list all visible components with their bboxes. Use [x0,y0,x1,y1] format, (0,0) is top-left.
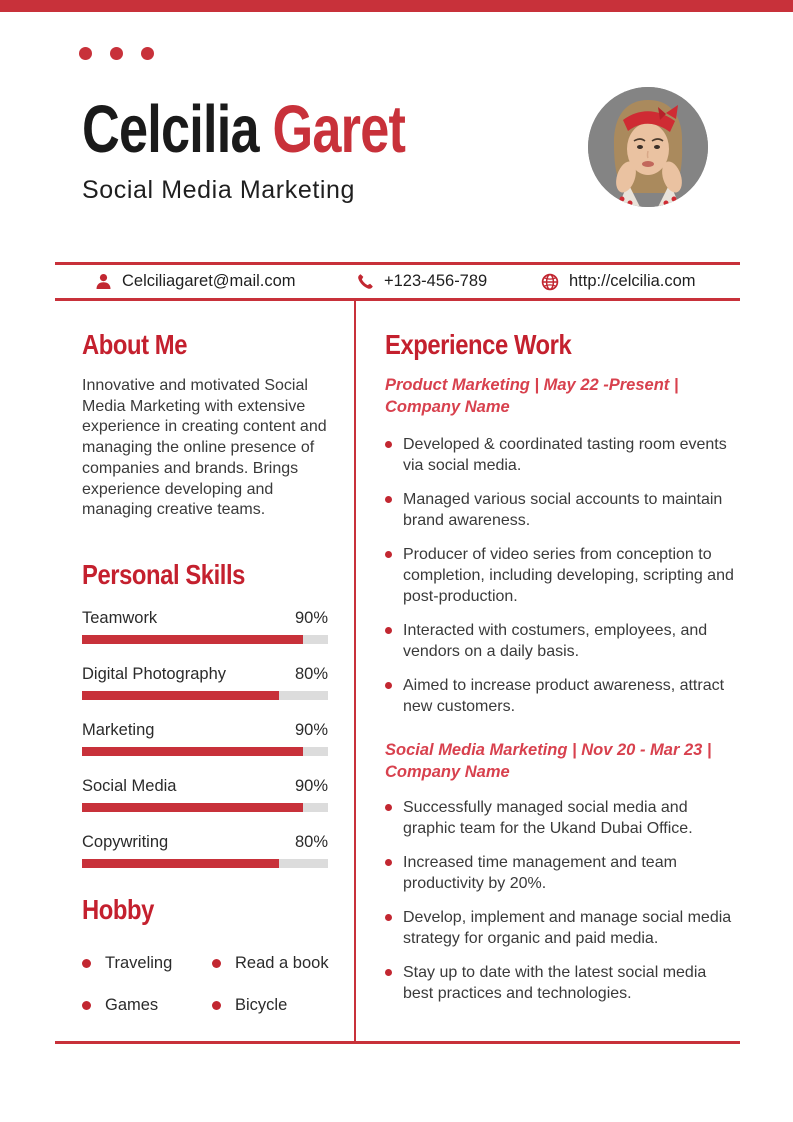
hobby-heading: Hobby [82,894,154,925]
skill-label: Copywriting [82,833,169,851]
job-bullet: Managed various social accounts to maintain brand awareness. [385,489,738,531]
skill-bar-fill [82,803,303,812]
hobby-label: Bicycle [235,996,288,1014]
skill-bar-track [82,803,328,812]
globe-icon [541,273,559,291]
dot-icon [110,47,123,60]
contact-website [541,265,696,298]
hobby-item [82,953,212,973]
experience-heading: Experience Work [385,329,572,360]
skill-percent: 90% [294,721,328,739]
avatar-illustration [588,87,708,207]
bottom-rule [55,1041,740,1044]
about-section [82,328,334,521]
about-heading: About Me [82,329,188,360]
hobby-item [82,995,212,1015]
decorative-dots [79,47,154,60]
skill-item [82,608,328,644]
job-bullets [385,434,738,717]
skill-percent: 80% [294,665,328,683]
last-name: Garet [272,92,406,167]
hobby-item [212,953,362,973]
dot-icon [79,47,92,60]
skill-bar-fill [82,747,303,756]
profile-photo [588,87,708,207]
skills-heading: Personal Skills [82,559,245,590]
phone-icon [357,273,374,290]
skill-label: Social Media [82,777,177,795]
contact-phone [357,265,487,298]
skill-label: Marketing [82,721,155,739]
bullet-dot-icon [82,1001,91,1010]
job-bullet: Aimed to increase product awareness, attract new customers. [385,675,738,717]
experience-section [385,328,745,1017]
job-bullet: Developed & coordinated tasting room events via social media. [385,434,738,476]
phone-value[interactable]: +123-456-789 [384,272,488,290]
job-bullet: Interacted with costumers, employees, and vendors on a daily basis. [385,620,738,662]
job-title: Social Media Marketing | Nov 20 - Mar 23 | Company Name [385,741,712,781]
skill-item [82,720,328,756]
skill-percent: 90% [294,609,328,627]
bullet-dot-icon [82,959,91,968]
skill-item [82,776,328,812]
skill-bar-track [82,635,328,644]
bullet-dot-icon [212,1001,221,1010]
hobby-item [212,995,362,1015]
hobby-list [82,953,362,1015]
person-icon [95,273,112,290]
skill-label: Teamwork [82,609,158,627]
job-subtitle: Social Media Marketing [82,176,356,204]
email-value[interactable]: Celciliagaret@mail.com [122,272,296,290]
about-text: Innovative and motivated Social Media Marketing with extensive experience in creating content and managing the online presence of companies and brands. Brings experience developing and managing creative teams. [82,377,327,519]
job-bullet: Stay up to date with the latest social media best practices and technologies. [385,962,738,1004]
person-name [82,92,406,167]
bullet-dot-icon [212,959,221,968]
dot-icon [141,47,154,60]
contact-bar [55,262,740,301]
hobby-section [82,893,362,1015]
job-bullet: Successfully managed social media and graphic team for the Ukand Dubai Office. [385,797,738,839]
job-title: Product Marketing | May 22 -Present | Company Name [385,376,679,416]
skill-bar-fill [82,859,279,868]
skills-section [82,558,328,888]
hobby-label: Games [105,996,159,1014]
website-value[interactable]: http://celcilia.com [569,272,696,290]
job-bullet: Develop, implement and manage social media strategy for organic and paid media. [385,907,738,949]
skills-list [82,608,328,868]
skill-percent: 90% [294,777,328,795]
skill-bar-fill [82,691,279,700]
skill-label: Digital Photography [82,665,227,683]
skill-bar-track [82,859,328,868]
skill-bar-track [82,691,328,700]
skill-bar-fill [82,635,303,644]
first-name: Celcilia [82,92,259,167]
contact-email [95,265,296,298]
skill-bar-track [82,747,328,756]
job-bullets [385,797,738,1004]
top-accent-bar [0,0,793,12]
hobby-label: Traveling [105,954,173,972]
jobs-list [385,374,745,1004]
skill-percent: 80% [294,833,328,851]
hobby-label: Read a book [235,954,329,972]
skill-item [82,664,328,700]
job-bullet: Increased time management and team productivity by 20%. [385,852,738,894]
job-bullet: Producer of video series from conception to completion, including developing, scripting and post-production. [385,544,738,607]
skill-item [82,832,328,868]
